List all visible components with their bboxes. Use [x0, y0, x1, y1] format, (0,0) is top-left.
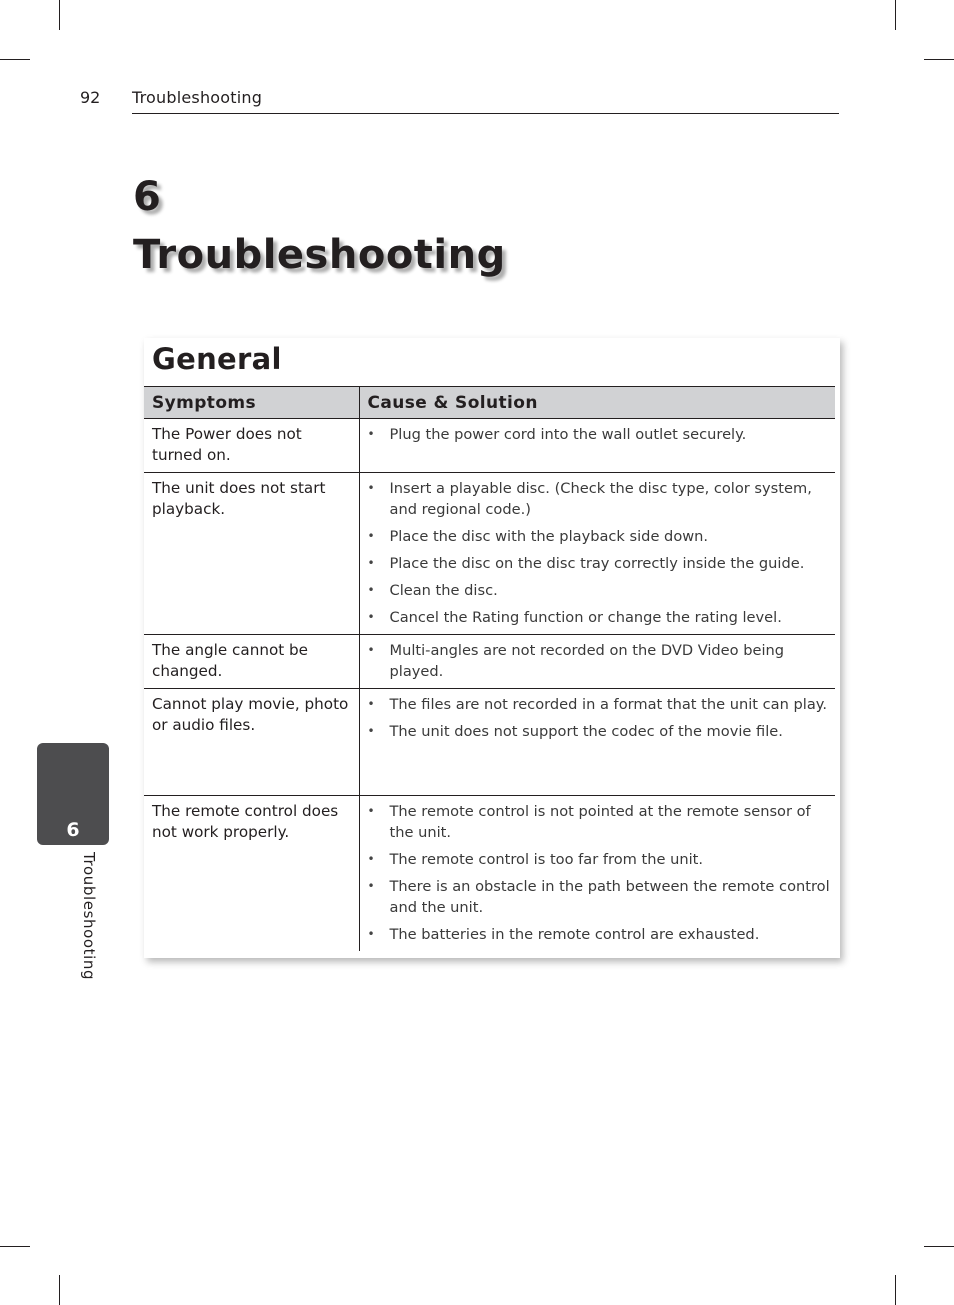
list-item: • Multi-angles are not recorded on the DVD Video being played. — [366, 640, 832, 682]
crop-mark — [0, 1246, 30, 1247]
crop-mark — [59, 0, 60, 30]
cause-cell — [359, 473, 835, 635]
cause-cell — [359, 419, 835, 473]
chapter-title: Troubleshooting — [133, 232, 506, 278]
tab-label: Troubleshooting — [80, 852, 98, 981]
table-row — [144, 419, 835, 473]
list-item: • The remote control is not pointed at the remote sensor of the unit. — [366, 801, 832, 843]
list-item: • Place the disc on the disc tray correctly inside the guide. — [366, 553, 832, 574]
tab-chapter-number: 6 — [66, 819, 80, 841]
list-item: • The unit does not support the codec of the movie file. — [366, 721, 832, 742]
section-title: General — [152, 342, 282, 376]
cause-list — [366, 478, 832, 628]
crop-mark — [895, 1275, 896, 1305]
crop-mark — [924, 59, 954, 60]
list-item: • The batteries in the remote control are exhausted. — [366, 924, 832, 945]
column-header-cause-solution: Cause & Solution — [359, 387, 835, 419]
page-number: 92 — [80, 88, 101, 107]
page-header — [0, 88, 954, 116]
running-title: Troubleshooting — [132, 88, 263, 107]
general-section — [144, 338, 840, 958]
header-rule — [132, 113, 839, 114]
cause-cell — [359, 796, 835, 952]
cause-list — [366, 801, 832, 945]
symptom-cell: The Power does not turned on. — [144, 419, 359, 473]
symptom-cell: The angle cannot be changed. — [144, 635, 359, 689]
crop-mark — [924, 1246, 954, 1247]
list-item: • Clean the disc. — [366, 580, 832, 601]
list-item: • Insert a playable disc. (Check the disc type, color system, and regional code.) — [366, 478, 832, 520]
chapter-tab — [37, 743, 109, 845]
cause-list — [366, 424, 832, 445]
chapter-number: 6 — [133, 174, 162, 220]
table-row — [144, 473, 835, 635]
symptom-cell: Cannot play movie, photo or audio files. — [144, 689, 359, 796]
crop-mark — [59, 1275, 60, 1305]
troubleshooting-table — [144, 386, 835, 951]
cause-list — [366, 640, 832, 682]
symptom-cell: The remote control does not work properly. — [152, 802, 339, 841]
chapter-heading — [133, 168, 506, 284]
table-header-row — [144, 387, 835, 419]
crop-mark — [895, 0, 896, 30]
column-header-symptoms: Symptoms — [144, 387, 359, 419]
table-row — [144, 689, 835, 796]
list-item: • The remote control is too far from the unit. — [366, 849, 832, 870]
list-item: • The files are not recorded in a format that the unit can play. — [366, 694, 832, 715]
cause-cell — [359, 635, 835, 689]
list-item: • Cancel the Rating function or change the rating level. — [366, 607, 832, 628]
symptom-cell: The unit does not start playback. — [144, 473, 359, 635]
list-item: • Place the disc with the playback side down. — [366, 526, 832, 547]
list-item: • Plug the power cord into the wall outlet securely. — [366, 424, 832, 445]
table-row — [144, 635, 835, 689]
cause-list — [366, 694, 832, 742]
crop-mark — [0, 59, 30, 60]
cause-cell — [359, 689, 835, 796]
list-item: • There is an obstacle in the path between the remote control and the unit. — [366, 876, 832, 918]
table-row — [144, 796, 835, 952]
